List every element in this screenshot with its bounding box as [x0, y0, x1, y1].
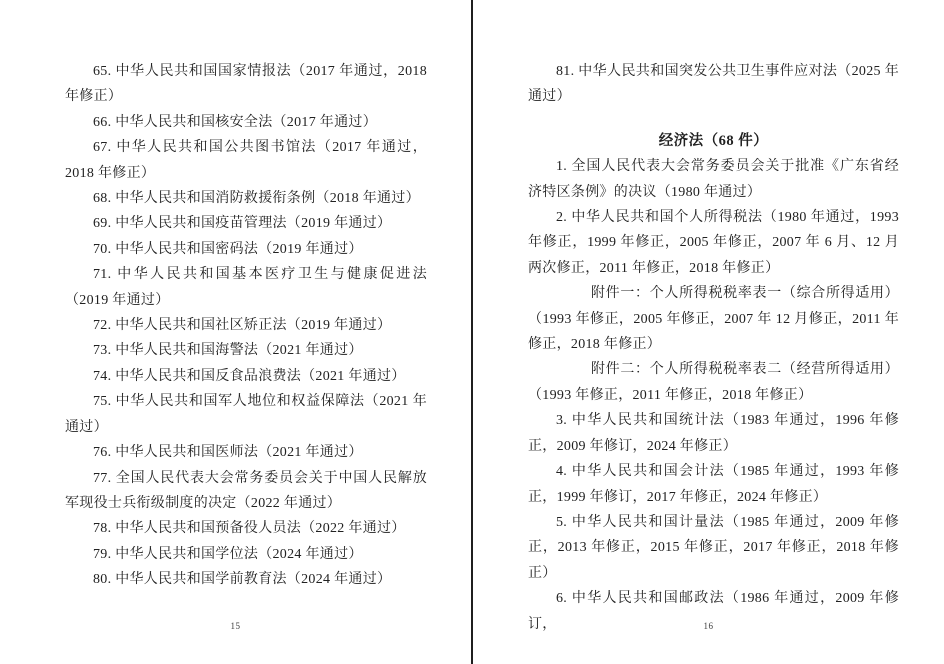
law-item-79: 79. 中华人民共和国学位法（2024 年通过）: [93, 546, 363, 562]
page-number-15: 15: [230, 621, 241, 631]
law-item-70: 70. 中华人民共和国密码法（2019 年通过）: [93, 241, 363, 257]
law-item-67: 67. 中华人民共和国公共图书馆法（2017 年通过，2018 年修正）: [65, 140, 427, 181]
law-item-74: 74. 中华人民共和国反食品浪费法（2021 年通过）: [93, 368, 406, 384]
law-item-78: 78. 中华人民共和国预备役人员法（2022 年通过）: [93, 521, 406, 537]
law-item-73: 73. 中华人民共和国海警法（2021 年通过）: [93, 343, 363, 359]
page-16-content: [473, 0, 944, 637]
law-item-80: 80. 中华人民共和国学前教育法（2024 年通过）: [93, 572, 392, 588]
law-item-69: 69. 中华人民共和国疫苗管理法（2019 年通过）: [93, 216, 392, 232]
page-number-16: 16: [703, 621, 714, 631]
law-item-76: 76. 中华人民共和国医师法（2021 年通过）: [93, 445, 363, 461]
law-item-65: 65. 中华人民共和国国家情报法（2017 年通过，2018 年修正）: [65, 64, 427, 105]
law-item-5: 5. 中华人民共和国计量法（1985 年通过，2009 年修正，2013 年修正，2015 年修正，2017 年修正，2018 年修正）: [528, 514, 899, 581]
attachment-2: 附件二：个人所得税税率表二（经营所得适用）（1993 年修正，2011 年修正，2018 年修正）: [528, 362, 899, 403]
section-heading-economic-law: 经济法（68 件）: [658, 132, 769, 149]
page-15: [0, 0, 471, 664]
law-item-75: 75. 中华人民共和国军人地位和权益保障法（2021 年通过）: [65, 394, 427, 435]
law-item-1: 1. 全国人民代表大会常务委员会关于批准《广东省经济特区条例》的决议（1980 年通过）: [528, 159, 899, 200]
page-15-content: [0, 0, 471, 593]
page-16: [473, 0, 944, 664]
law-item-4: 4. 中华人民共和国会计法（1985 年通过，1993 年修正，1999 年修订，2017 年修正，2024 年修正）: [528, 464, 899, 505]
law-item-66: 66. 中华人民共和国核安全法（2017 年通过）: [93, 114, 377, 130]
law-item-72: 72. 中华人民共和国社区矫正法（2019 年通过）: [93, 318, 392, 334]
law-item-71: 71. 中华人民共和国基本医疗卫生与健康促进法（2019 年通过）: [65, 267, 427, 308]
law-item-81: 81. 中华人民共和国突发公共卫生事件应对法（2025 年通过）: [528, 64, 899, 105]
law-item-77: 77. 全国人民代表大会常务委员会关于中国人民解放军现役士兵衔级制度的决定（2022 年通过）: [65, 470, 427, 511]
law-item-3: 3. 中华人民共和国统计法（1983 年通过，1996 年修正，2009 年修订，2024 年修正）: [528, 413, 899, 454]
law-item-2: 2. 中华人民共和国个人所得税法（1980 年通过，1993 年修正，1999 年修正，2005 年修正，2007 年 6 月、12 月两次修正，2011 年修正，2018 年修正）: [528, 210, 899, 276]
law-item-68: 68. 中华人民共和国消防救援衔条例（2018 年通过）: [93, 191, 420, 207]
attachment-1: 附件一：个人所得税税率表一（综合所得适用）（1993 年修正，2005 年修正，2007 年 12 月修正，2011 年修正，2018 年修正）: [528, 286, 899, 353]
law-item-6: 6. 中华人民共和国邮政法（1986 年通过，2009 年修订，: [528, 591, 899, 632]
